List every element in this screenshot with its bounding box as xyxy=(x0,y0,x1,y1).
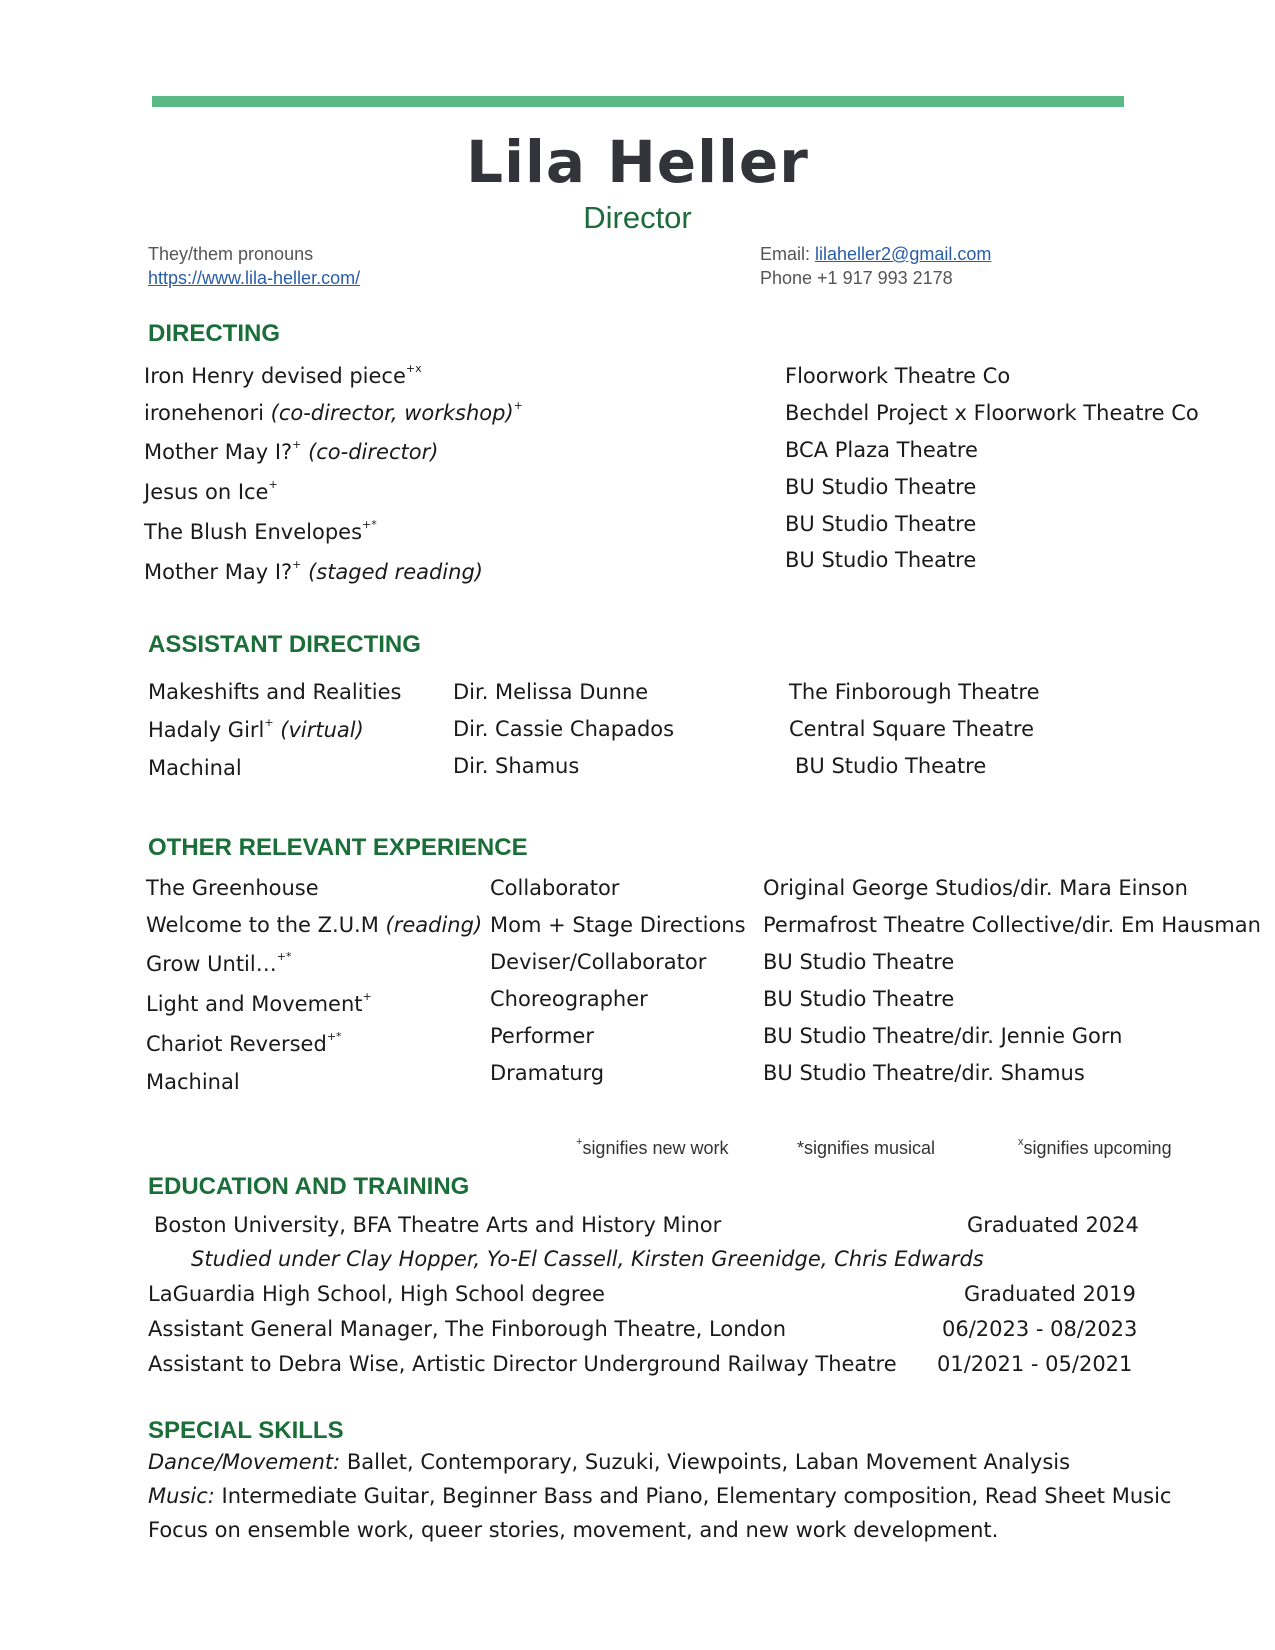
experience-row-role: Collaborator xyxy=(490,876,620,900)
legend-upcoming: $^x$signifies upcoming xyxy=(1018,1136,1172,1158)
directing-row-title: Iron Henry devised piece$^{+x}$ xyxy=(144,362,422,388)
website-link-row xyxy=(148,268,360,289)
assistant-row-venue: BU Studio Theatre xyxy=(795,754,987,778)
education-date: 06/2023 - 08/2023 xyxy=(942,1317,1138,1341)
directing-row-venue: Bechdel Project x Floorwork Theatre Co xyxy=(785,401,1199,425)
experience-row-role: Dramaturg xyxy=(490,1061,605,1085)
skills-music: Music: Intermediate Guitar, Beginner Bass and Piano, Elementary composition, Read Sheet Music xyxy=(148,1484,1172,1508)
page-title: Lila Heller xyxy=(466,128,809,196)
email-link[interactable]: lilaheller2@gmail.com xyxy=(815,244,992,264)
phone: Phone +1 917 993 2178 xyxy=(760,268,953,288)
directing-row-venue: BCA Plaza Theatre xyxy=(785,438,978,462)
experience-row-title: Chariot Reversed+* xyxy=(146,1030,342,1056)
experience-row-venue: BU Studio Theatre xyxy=(763,950,955,974)
pronouns: They/them pronouns xyxy=(148,244,314,264)
section-heading-directing: DIRECTING xyxy=(148,320,280,347)
education-date: Graduated 2019 xyxy=(964,1282,1136,1306)
experience-row-role: Mom + Stage Directions xyxy=(490,913,746,937)
directing-row-venue: Floorwork Theatre Co xyxy=(785,364,1011,388)
directing-row-title: The Blush Envelopes+* xyxy=(144,518,377,544)
education-studied-under: Studied under Clay Hopper, Yo-El Cassell, Kirsten Greenidge, Chris Edwards xyxy=(191,1247,984,1271)
experience-row-title: The Greenhouse xyxy=(146,876,319,900)
assistant-row-title: Hadaly Girl+ (virtual) xyxy=(148,716,364,742)
assistant-row-director: Dir. Shamus xyxy=(453,754,580,778)
website-link[interactable]: https://www.lila-heller.com/ xyxy=(148,268,361,288)
directing-row-title: Mother May I?+ (staged reading) xyxy=(144,558,483,584)
assistant-row-director: Dir. Melissa Dunne xyxy=(453,680,649,704)
assistant-row-title: Makeshifts and Realities xyxy=(148,680,402,704)
role-subtitle: Director xyxy=(583,200,692,235)
assistant-row-director: Dir. Cassie Chapados xyxy=(453,717,675,741)
experience-row-title: Grow Until…+* xyxy=(146,950,292,976)
directing-row-venue: BU Studio Theatre xyxy=(785,475,977,499)
education-entry: Assistant General Manager, The Finborough Theatre, London xyxy=(148,1317,787,1341)
directing-row-venue: BU Studio Theatre xyxy=(785,512,977,536)
skills-dance: Dance/Movement: Ballet, Contemporary, Suzuki, Viewpoints, Laban Movement Analysis xyxy=(148,1450,1071,1474)
education-date: 01/2021 - 05/2021 xyxy=(937,1352,1133,1376)
section-heading-assistant-directing: ASSISTANT DIRECTING xyxy=(148,631,421,658)
experience-row-role: Choreographer xyxy=(490,987,648,1011)
experience-row-title: Welcome to the Z.U.M (reading) xyxy=(146,913,483,937)
skills-focus: Focus on ensemble work, queer stories, movement, and new work development. xyxy=(148,1518,999,1542)
assistant-row-venue: Central Square Theatre xyxy=(789,717,1034,741)
experience-row-role: Performer xyxy=(490,1024,594,1048)
education-date: Graduated 2024 xyxy=(967,1213,1139,1237)
directing-row-venue: BU Studio Theatre xyxy=(785,548,977,572)
section-heading-special-skills: SPECIAL SKILLS xyxy=(148,1417,344,1444)
experience-row-venue: Original George Studios/dir. Mara Einson xyxy=(763,876,1188,900)
experience-row-venue: Permafrost Theatre Collective/dir. Em Hausman xyxy=(763,913,1261,937)
email-row xyxy=(760,244,991,265)
experience-row-role: Deviser/Collaborator xyxy=(490,950,707,974)
experience-row-title: Light and Movement+ xyxy=(146,990,372,1016)
education-entry: Assistant to Debra Wise, Artistic Director Underground Railway Theatre xyxy=(148,1352,897,1376)
assistant-row-title: Machinal xyxy=(148,756,242,780)
legend-new-work: +signifies new work xyxy=(576,1136,729,1158)
directing-row-title: Mother May I?+ (co-director) xyxy=(144,438,439,464)
education-entry: LaGuardia High School, High School degree xyxy=(148,1282,605,1306)
legend-musical: *signifies musical xyxy=(797,1138,936,1158)
header-accent-bar xyxy=(152,96,1124,107)
experience-row-venue: BU Studio Theatre xyxy=(763,987,955,1011)
email-label: Email: xyxy=(760,244,816,264)
section-heading-education: EDUCATION AND TRAINING xyxy=(148,1173,470,1200)
section-heading-other-experience: OTHER RELEVANT EXPERIENCE xyxy=(148,834,528,861)
directing-row-title: Jesus on Ice+ xyxy=(144,478,278,504)
experience-row-title: Machinal xyxy=(146,1070,240,1094)
directing-row-title: ironehenori (co-director, workshop)+ xyxy=(144,399,523,425)
assistant-row-venue: The Finborough Theatre xyxy=(789,680,1040,704)
education-entry: Boston University, BFA Theatre Arts and History Minor xyxy=(154,1213,722,1237)
experience-row-venue: BU Studio Theatre/dir. Jennie Gorn xyxy=(763,1024,1123,1048)
experience-row-venue: BU Studio Theatre/dir. Shamus xyxy=(763,1061,1085,1085)
